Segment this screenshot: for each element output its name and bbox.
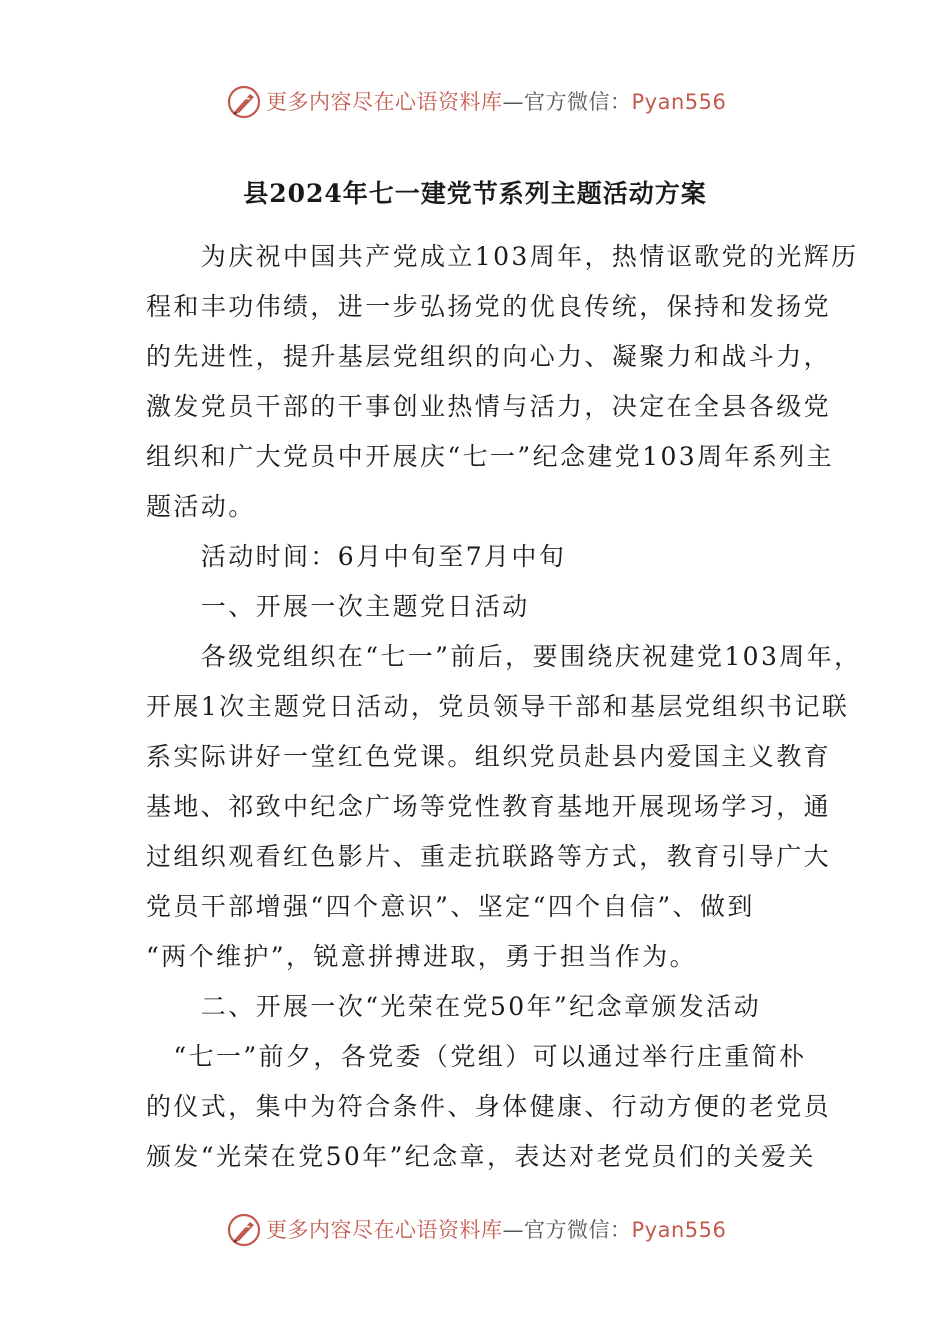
body-line: 开展1次主题党日活动，党员领导干部和基层党组织书记联 xyxy=(146,692,850,721)
body-line: 组织和广大党员中开展庆“七一”纪念建党103周年系列主 xyxy=(146,442,835,471)
body-line: 题活动。 xyxy=(146,492,256,521)
body-line: “两个维护”，锐意拼搏进取，勇于担当作为。 xyxy=(146,942,697,971)
banner-text: 更多内容尽在心语资料库—官方微信：Pyan556 xyxy=(266,90,727,114)
pen-circle-logo-icon xyxy=(226,1212,262,1248)
body-line: 二、开展一次“光荣在党50年”纪念章颁发活动 xyxy=(146,992,761,1021)
body-line: 一、开展一次主题党日活动 xyxy=(146,592,530,621)
body-line: 的仪式，集中为符合条件、身体健康、行动方便的老党员 xyxy=(146,1092,832,1121)
body-line: 颁发“光荣在党50年”纪念章，表达对老党员们的关爱关 xyxy=(146,1142,816,1171)
footer-watermark-banner xyxy=(0,1210,950,1250)
body-line: 活动时间：6月中旬至7月中旬 xyxy=(146,542,567,571)
body-line: 各级党组织在“七一”前后，要围绕庆祝建党103周年， xyxy=(146,642,862,671)
body-line: 程和丰功伟绩，进一步弘扬党的优良传统，保持和发扬党 xyxy=(146,292,832,321)
body-line: 基地、祁致中纪念广场等党性教育基地开展现场学习，通 xyxy=(146,792,832,821)
body-line: 系实际讲好一堂红色党课。组织党员赴县内爱国主义教育 xyxy=(146,742,832,771)
document-title: 县2024年七一建党节系列主题活动方案 xyxy=(243,179,707,208)
banner-text: 更多内容尽在心语资料库—官方微信：Pyan556 xyxy=(266,1218,727,1242)
body-line: “七一”前夕，各党委（党组）可以通过举行庄重简朴 xyxy=(146,1042,807,1071)
body-line: 的先进性，提升基层党组织的向心力、凝聚力和战斗力， xyxy=(146,342,832,371)
header-watermark-banner xyxy=(0,82,950,122)
body-line: 过组织观看红色影片、重走抗联路等方式，教育引导广大 xyxy=(146,842,832,871)
pen-circle-logo-icon xyxy=(226,84,262,120)
body-line: 激发党员干部的干事创业热情与活力，决定在全县各级党 xyxy=(146,392,832,421)
body-line: 党员干部增强“四个意识”、坚定“四个自信”、做到 xyxy=(146,892,755,921)
body-line: 为庆祝中国共产党成立103周年，热情讴歌党的光辉历 xyxy=(146,242,859,271)
